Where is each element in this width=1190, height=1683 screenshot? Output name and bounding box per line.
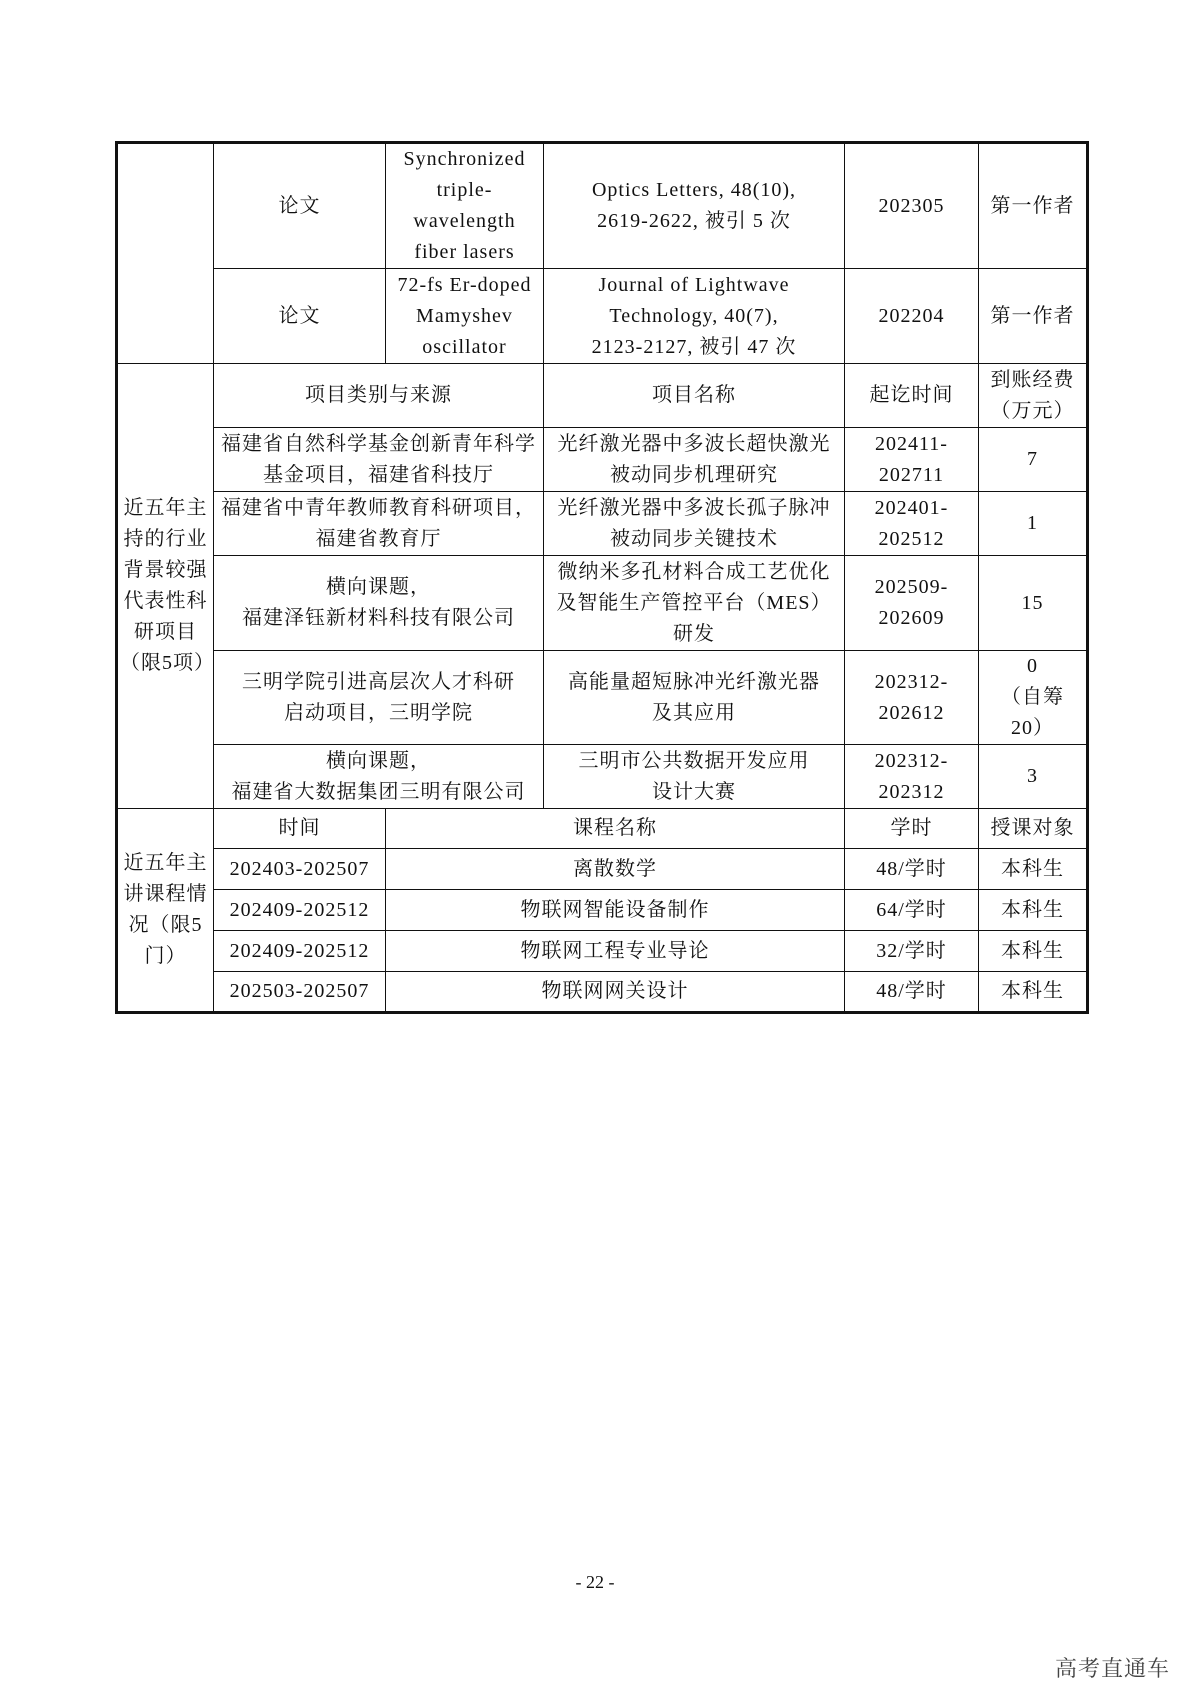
- course-audience: 本科生: [979, 849, 1088, 890]
- paper-date: 202305: [845, 143, 979, 269]
- course-time: 202409-202512: [214, 890, 386, 931]
- course-time: 202409-202512: [214, 931, 386, 972]
- project-period: 202401-202512: [845, 492, 979, 556]
- project-funding: 15: [979, 556, 1088, 651]
- project-section-label: 近五年主持的行业背景较强代表性科研项目（限5项）: [117, 364, 214, 809]
- course-row: [117, 890, 1088, 931]
- project-name: 光纤激光器中多波长超快激光 被动同步机理研究: [544, 428, 845, 492]
- project-funding: 7: [979, 428, 1088, 492]
- course-hours: 64/学时: [845, 890, 979, 931]
- course-name: 物联网网关设计: [386, 972, 845, 1013]
- course-row: [117, 931, 1088, 972]
- course-row: [117, 972, 1088, 1013]
- paper-section-label: [117, 143, 214, 364]
- paper-role: 第一作者: [979, 269, 1088, 364]
- project-funding: 3: [979, 745, 1088, 809]
- project-name: 三明市公共数据开发应用 设计大赛: [544, 745, 845, 809]
- project-category: 横向课题， 福建泽钰新材料科技有限公司: [214, 556, 544, 651]
- project-category: 福建省自然科学基金创新青年科学 基金项目，福建省科技厅: [214, 428, 544, 492]
- course-name: 物联网工程专业导论: [386, 931, 845, 972]
- project-row: [117, 492, 1088, 556]
- page-number: - 22 -: [575, 1572, 615, 1592]
- paper-title: Synchronized triple-wavelength fiber lasers: [386, 143, 544, 269]
- course-header-hours: 学时: [845, 809, 979, 849]
- project-period: 202312-202612: [845, 651, 979, 745]
- course-hours: 48/学时: [845, 849, 979, 890]
- course-time: 202503-202507: [214, 972, 386, 1013]
- paper-role: 第一作者: [979, 143, 1088, 269]
- project-row: [117, 556, 1088, 651]
- course-header-time: 时间: [214, 809, 386, 849]
- paper-row: [117, 143, 1088, 269]
- project-row: [117, 428, 1088, 492]
- paper-row: [117, 269, 1088, 364]
- course-row: [117, 849, 1088, 890]
- paper-title: 72-fs Er-doped Mamyshev oscillator: [386, 269, 544, 364]
- project-row: [117, 651, 1088, 745]
- paper-journal: Optics Letters, 48(10), 2619-2622, 被引 5 次: [544, 143, 845, 269]
- course-name: 物联网智能设备制作: [386, 890, 845, 931]
- course-hours: 48/学时: [845, 972, 979, 1013]
- project-header-category: 项目类别与来源: [214, 364, 544, 428]
- project-name: 微纳米多孔材料合成工艺优化 及智能生产管控平台（MES） 研发: [544, 556, 845, 651]
- course-header-name: 课程名称: [386, 809, 845, 849]
- course-header-audience: 授课对象: [979, 809, 1088, 849]
- paper-type: 论文: [214, 269, 386, 364]
- project-period: 202509-202609: [845, 556, 979, 651]
- project-funding: 1: [979, 492, 1088, 556]
- paper-type: 论文: [214, 143, 386, 269]
- course-audience: 本科生: [979, 972, 1088, 1013]
- course-hours: 32/学时: [845, 931, 979, 972]
- project-row: [117, 745, 1088, 809]
- project-period: 202411-202711: [845, 428, 979, 492]
- course-section-label: 近五年主讲课程情况（限5门）: [117, 809, 214, 1013]
- paper-journal: Journal of Lightwave Technology, 40(7), 2123-2127, 被引 47 次: [544, 269, 845, 364]
- project-period: 202312-202312: [845, 745, 979, 809]
- project-header-funding: 到账经费 （万元）: [979, 364, 1088, 428]
- course-time: 202403-202507: [214, 849, 386, 890]
- paper-date: 202204: [845, 269, 979, 364]
- project-funding: 0 （自筹20）: [979, 651, 1088, 745]
- watermark: 高考直通车: [1054, 1657, 1170, 1682]
- project-category: 福建省中青年教师教育科研项目， 福建省教育厅: [214, 492, 544, 556]
- project-category: 横向课题， 福建省大数据集团三明有限公司: [214, 745, 544, 809]
- course-audience: 本科生: [979, 890, 1088, 931]
- main-table: [115, 141, 1089, 1014]
- project-name: 高能量超短脉冲光纤激光器 及其应用: [544, 651, 845, 745]
- course-name: 离散数学: [386, 849, 845, 890]
- project-name: 光纤激光器中多波长孤子脉冲 被动同步关键技术: [544, 492, 845, 556]
- project-category: 三明学院引进高层次人才科研 启动项目，三明学院: [214, 651, 544, 745]
- project-header-row: [117, 364, 1088, 428]
- project-header-period: 起讫时间: [845, 364, 979, 428]
- project-header-name: 项目名称: [544, 364, 845, 428]
- course-audience: 本科生: [979, 931, 1088, 972]
- course-header-row: [117, 809, 1088, 849]
